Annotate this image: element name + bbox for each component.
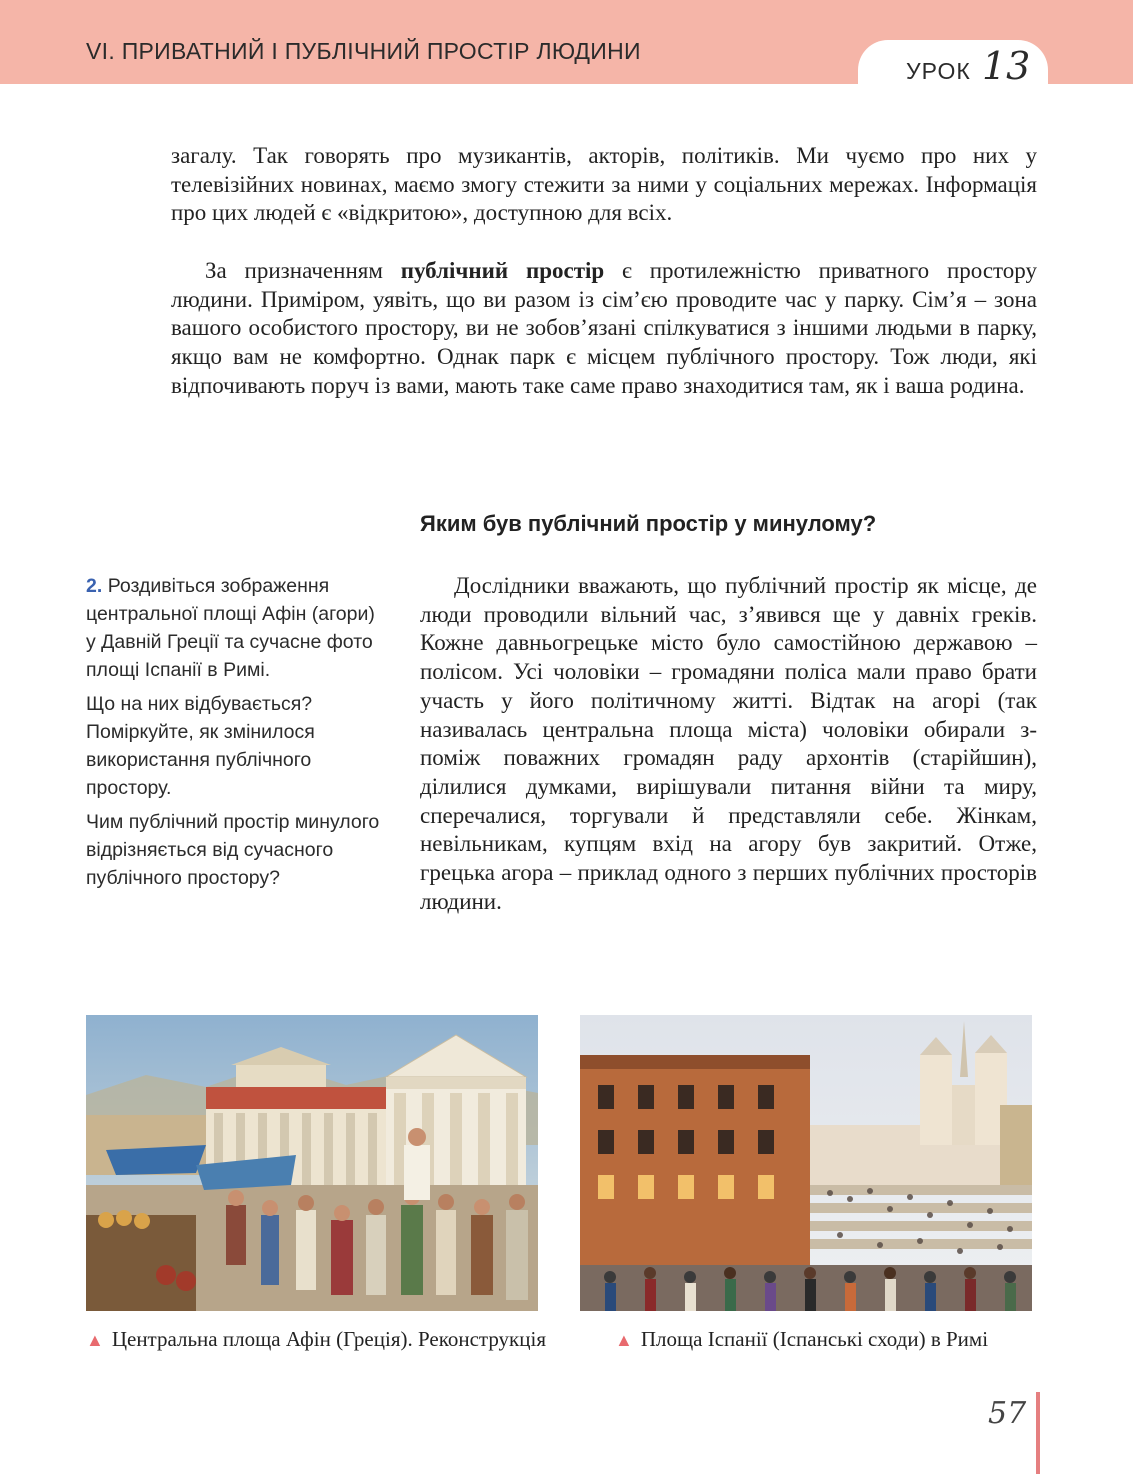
paragraph-2-start: За призначенням — [205, 258, 401, 283]
task-question-2: Чим публічний простір минулого відрізняється від сучасного публічного простору? — [86, 811, 380, 889]
chapter-title: VI. ПРИВАТНИЙ І ПУБЛІЧНИЙ ПРОСТІР ЛЮДИНИ — [86, 38, 641, 64]
page-rule — [1036, 1392, 1040, 1474]
caption-marker-icon: ▲ — [615, 1330, 633, 1350]
lesson-number: 13 — [982, 44, 1031, 88]
section-heading: Яким був публічний простір у минулому? — [420, 511, 877, 536]
term-public-space: публічний простір — [400, 258, 605, 283]
caption-spanish-steps — [615, 1326, 1035, 1353]
agora-scene — [86, 1015, 538, 1311]
lesson-label: УРОК — [906, 58, 971, 84]
paragraph-2-end: є протилежністю приватного простору людини. Приміром, уявіть, що ви разом із сім’єю проводите час у парку. Сім’я – зона вашого особистого простору, ви не зобов’язані спілкуватися з іншими людьми в парку, якщо вам не комфортно. Однак парк є місцем публічного простору. Тож люди, які відпочивають поруч із вами, мають таке саме право знаходитися там, як і ваша родина. — [171, 258, 1037, 398]
paragraph-2 — [171, 257, 1037, 401]
task-question-1: Що на них відбувається? Поміркуйте, як змінилося використання публічного простору. — [86, 693, 315, 799]
caption-agora-text: Центральна площа Афін (Греція). Реконструкція — [111, 1327, 546, 1351]
task-number: 2. — [86, 575, 103, 597]
spanish-steps-photo — [580, 1015, 1032, 1311]
spanish-steps-scene — [580, 1015, 1032, 1311]
task-intro — [86, 572, 386, 684]
caption-spanish-steps-text: Площа Іспанії (Іспанські сходи) в Римі — [640, 1327, 989, 1351]
caption-agora — [86, 1326, 546, 1353]
task-intro-text: Роздивіться зображення центральної площі Афін (агори) у Давній Греції та сучасне фото площі Іспанії в Римі. — [86, 575, 375, 681]
agora-illustration — [86, 1015, 538, 1311]
page-number: 57 — [988, 1396, 1027, 1431]
paragraph-3: Дослідники вважають, що публічний простір як місце, де люди проводили вільний час, з’явився ще у давніх греків. Кожне давньогрецьке місто було самостійною державою – полісом. Усі чоловіки – громадяни поліса мали право брати участь у його політичному житті. Відтак на агорі (так називалась центральна площа міста) чоловіки обирали з-поміж поважних громадян раду архонтів (старійшин), ділилися думками, вирішували питання війни та миру, сперечалися, торгували й представляли себе. Жінкам, невільникам, купцям вхід на агору був закритий. Отже, грецька агора – приклад одного з перших публічних просторів людини. — [420, 573, 1037, 914]
side-task — [86, 572, 386, 898]
paragraph-1: загалу. Так говорять про музикантів, акторів, політиків. Ми чуємо про них у телевізійних новинах, маємо змогу стежити за ними у соціальних мережах. Інформація про цих людей є «відкритою», доступною для всіх. — [171, 143, 1037, 226]
caption-marker-icon: ▲ — [86, 1330, 104, 1350]
